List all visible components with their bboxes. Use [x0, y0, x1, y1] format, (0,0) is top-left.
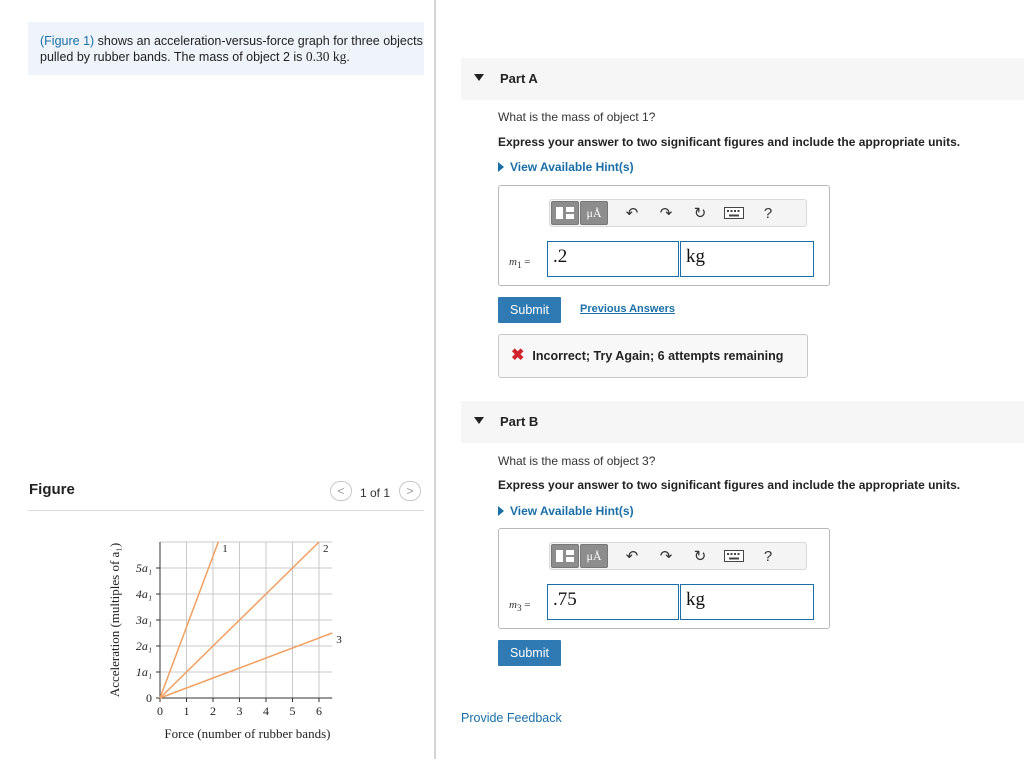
help-icon: ?	[763, 204, 773, 222]
acceleration-force-chart	[100, 528, 360, 753]
reset-icon: ↻	[693, 548, 707, 565]
part-b-instruction: Express your answer to two significant figures and include the appropriate units.	[498, 478, 961, 492]
x-tick-label: 3	[236, 704, 243, 718]
figure-title: Figure	[29, 481, 75, 498]
incorrect-x-icon: ✖	[511, 347, 525, 364]
undo-icon: ↶	[625, 548, 639, 565]
problem-panel	[0, 0, 436, 759]
part-a-feedback	[498, 334, 808, 378]
problem-period: .	[346, 50, 350, 64]
part-b-unit-input[interactable]: kg	[680, 584, 814, 620]
y-tick-label: 4a₁	[135, 587, 152, 601]
previous-figure-button[interactable]	[330, 481, 352, 501]
part-a-title: Part A	[500, 71, 538, 86]
reset-button[interactable]	[683, 544, 717, 568]
chevron-right-icon: >	[406, 484, 414, 498]
part-b-sub: 3	[516, 603, 522, 614]
keyboard-icon	[724, 550, 744, 562]
part-a-var: m	[509, 256, 517, 268]
template-grid-icon	[554, 205, 576, 221]
part-b-header[interactable]	[461, 401, 1024, 443]
part-b-answer-box	[498, 528, 830, 629]
part-a-answer-box	[498, 185, 830, 286]
help-icon: ?	[763, 547, 773, 565]
help-button[interactable]	[751, 201, 785, 225]
template-grid-icon	[554, 548, 576, 564]
mu-angstrom-icon: μÅ	[586, 205, 602, 220]
part-a-instruction: Express your answer to two significant figures and include the appropriate units.	[498, 135, 961, 149]
part-b-value-input[interactable]: .75	[547, 584, 679, 620]
series-label: 1	[222, 543, 228, 555]
y-axis-label: Acceleration (multiples of a₁)	[107, 542, 122, 698]
redo-button[interactable]	[649, 544, 683, 568]
provide-feedback-link[interactable]: Provide Feedback	[461, 711, 562, 725]
figure-pager: 1 of 1	[360, 486, 391, 500]
reset-button[interactable]	[683, 201, 717, 225]
part-a-header[interactable]	[461, 58, 1024, 100]
help-button[interactable]	[751, 544, 785, 568]
part-a-question: What is the mass of object 1?	[498, 110, 656, 124]
y-tick-label: 0	[146, 691, 152, 705]
next-figure-button[interactable]	[399, 481, 421, 501]
part-a-sub: 1	[516, 260, 522, 271]
part-b-submit-button[interactable]: Submit	[498, 640, 561, 666]
series-line	[160, 633, 332, 698]
keyboard-icon	[724, 207, 744, 219]
object2-mass: 0.30 kg	[305, 49, 347, 64]
y-tick-label: 5a₁	[135, 561, 152, 575]
keyboard-button[interactable]	[717, 544, 751, 568]
part-b-var: m	[509, 599, 517, 611]
undo-button[interactable]	[615, 544, 649, 568]
x-tick-label: 2	[210, 704, 216, 718]
chevron-left-icon: <	[337, 484, 345, 498]
part-b-variable-label	[509, 599, 531, 613]
part-a-unit-input[interactable]: kg	[680, 241, 814, 277]
part-a-eq: =	[521, 256, 531, 268]
mu-angstrom-icon: μÅ	[586, 548, 602, 563]
reset-icon: ↻	[693, 205, 707, 222]
part-b-hints-label: View Available Hint(s)	[510, 504, 634, 518]
symbols-button[interactable]	[580, 201, 608, 225]
x-axis-label: Force (number of rubber bands)	[164, 726, 331, 741]
y-tick-label: 2a₁	[135, 639, 152, 653]
part-a-submit-button[interactable]: Submit	[498, 297, 561, 323]
figure-divider	[28, 510, 424, 511]
undo-icon: ↶	[625, 205, 639, 222]
x-tick-label: 1	[183, 704, 190, 718]
caret-right-icon	[498, 506, 504, 516]
problem-statement	[28, 22, 424, 75]
figure-link[interactable]: (Figure 1)	[40, 34, 95, 48]
part-b-eq: =	[521, 599, 531, 611]
x-tick-label: 5	[289, 704, 296, 718]
caret-down-icon	[474, 74, 484, 81]
x-tick-label: 4	[263, 704, 269, 718]
redo-icon: ↷	[659, 548, 673, 565]
part-b-hints-toggle[interactable]	[498, 504, 634, 518]
problem-text: shows an acceleration-versus-force graph for three objects pulled by rubber bands. The mass of object 2 is	[40, 34, 423, 64]
caret-right-icon	[498, 162, 504, 172]
part-a-feedback-text: Incorrect; Try Again; 6 attempts remaining	[532, 349, 784, 363]
x-tick-label: 0	[157, 704, 163, 718]
series-label: 2	[323, 543, 329, 555]
previous-answers-link[interactable]: Previous Answers	[580, 303, 675, 315]
y-tick-label: 3a₁	[135, 613, 152, 627]
part-b-title: Part B	[500, 414, 539, 429]
keyboard-button[interactable]	[717, 201, 751, 225]
templates-button[interactable]	[551, 544, 579, 568]
redo-icon: ↷	[659, 205, 673, 222]
x-tick-label: 6	[316, 704, 322, 718]
part-a-hints-toggle[interactable]	[498, 160, 634, 174]
symbols-button[interactable]	[580, 544, 608, 568]
templates-button[interactable]	[551, 201, 579, 225]
column-divider	[434, 0, 436, 759]
series-label: 3	[336, 634, 342, 646]
part-b-math-toolbar	[549, 542, 807, 570]
part-a-value-input[interactable]: .2	[547, 241, 679, 277]
caret-down-icon	[474, 417, 484, 424]
part-a-hints-label: View Available Hint(s)	[510, 160, 634, 174]
part-b-question: What is the mass of object 3?	[498, 454, 656, 468]
undo-button[interactable]	[615, 201, 649, 225]
part-a-variable-label	[509, 256, 531, 270]
part-a-math-toolbar	[549, 199, 807, 227]
y-tick-label: 1a₁	[135, 665, 152, 679]
redo-button[interactable]	[649, 201, 683, 225]
